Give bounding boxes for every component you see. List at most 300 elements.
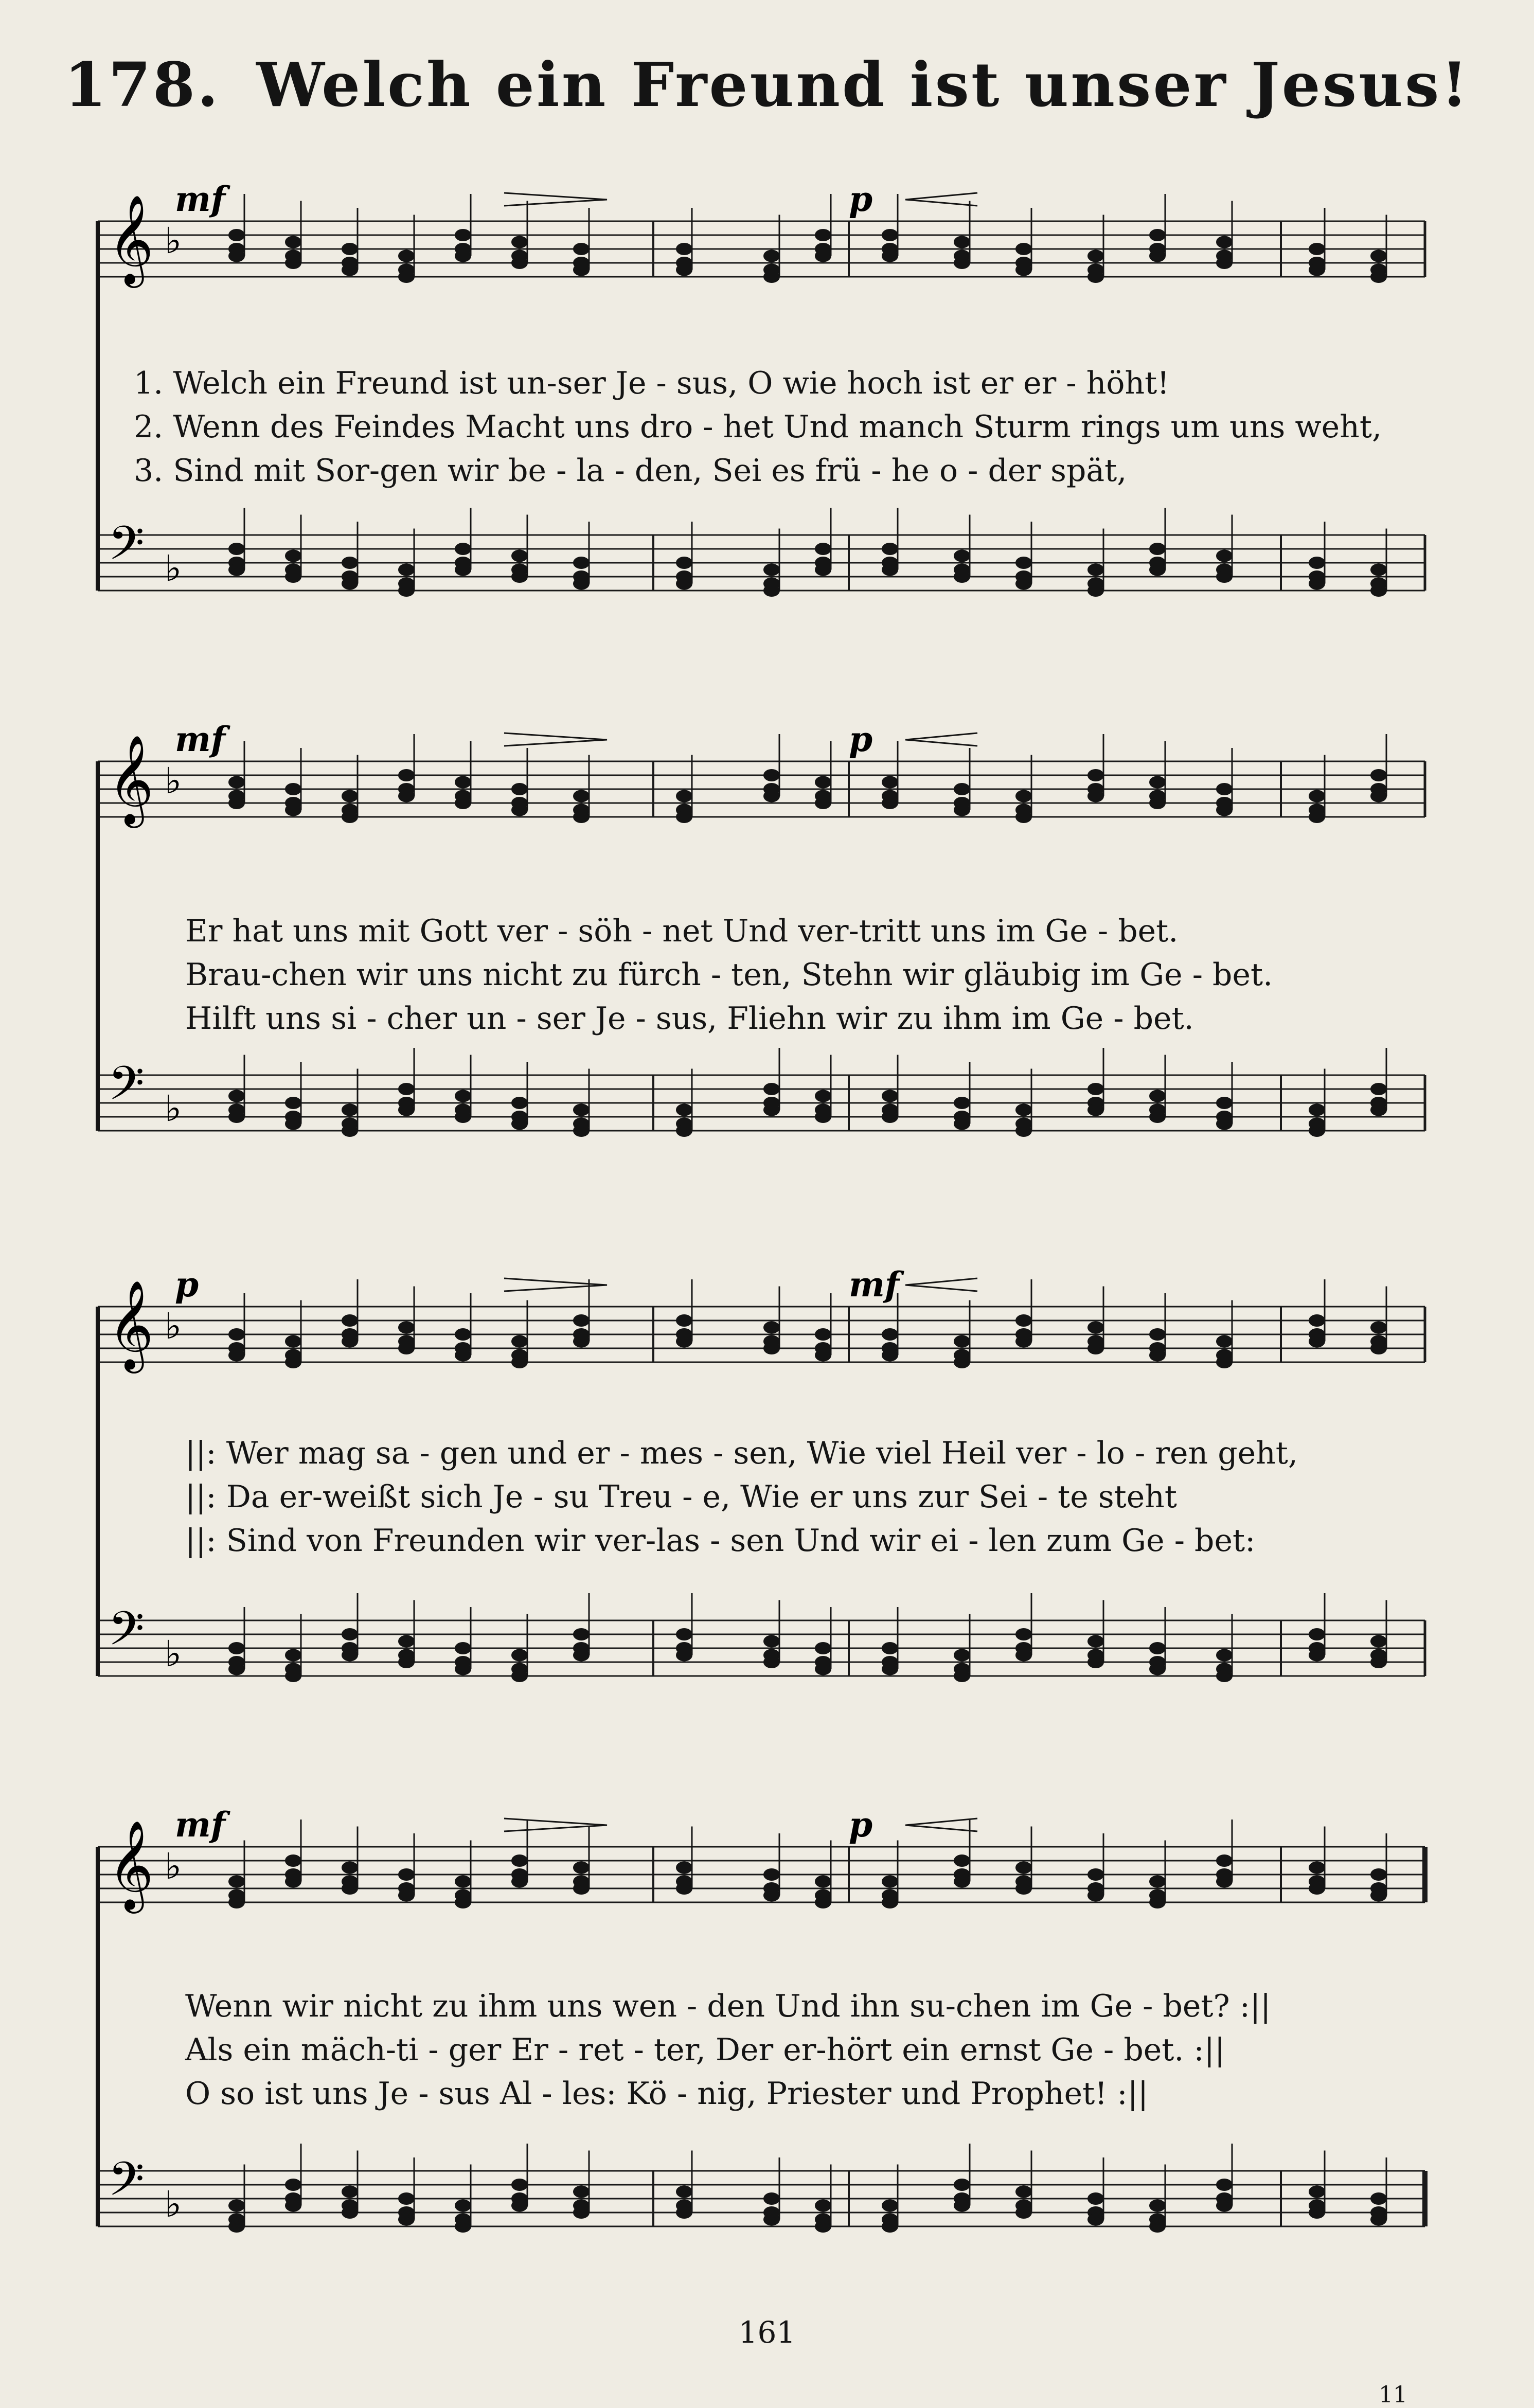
notehead-icon (228, 1876, 245, 1888)
treble-clef-icon: 𝄞 (108, 1280, 154, 1370)
notehead-icon (1087, 584, 1104, 597)
notehead-icon (511, 1097, 528, 1109)
notehead-icon (882, 1876, 898, 1888)
notehead-icon (1149, 229, 1166, 241)
notehead-icon (1149, 564, 1166, 576)
notehead-icon (1015, 2186, 1032, 2198)
notehead-icon (342, 811, 358, 823)
notehead-icon (1087, 2192, 1104, 2205)
notehead-icon (1015, 578, 1032, 590)
notehead-icon (954, 1118, 970, 1130)
notehead-icon (763, 271, 780, 283)
notehead-icon (676, 790, 692, 802)
notehead-icon (1087, 1322, 1104, 1334)
notehead-icon (398, 1635, 415, 1648)
notehead-icon (1015, 264, 1032, 276)
decrescendo-hairpin (504, 1278, 607, 1291)
crescendo-hairpin (905, 733, 977, 746)
dynamic-marking: p (175, 1264, 199, 1305)
notehead-icon (398, 1104, 415, 1116)
notehead-icon (1370, 271, 1387, 283)
notehead-icon (882, 1111, 898, 1123)
notehead-icon (455, 229, 471, 241)
notehead-icon (285, 1356, 301, 1368)
notehead-icon (1015, 811, 1032, 823)
notehead-icon (1370, 1656, 1387, 1668)
notehead-icon (342, 1125, 358, 1137)
notehead-icon (954, 1854, 970, 1867)
notehead-icon (1216, 2179, 1233, 2191)
notehead-icon (573, 557, 590, 569)
notehead-icon (815, 1090, 831, 1102)
notehead-icon (763, 1889, 780, 1902)
music-system-4 (0, 1800, 1534, 2289)
notehead-icon (815, 1349, 831, 1362)
flat-icon: ♭ (165, 2183, 182, 2225)
notehead-icon (954, 1356, 970, 1368)
notehead-icon (455, 564, 471, 576)
notehead-icon (954, 550, 970, 562)
verse-line-2: Als ein mäch-ti - ger Er - ret - ter, Der er-hört ein ernst Ge - bet. :|| (185, 2032, 1225, 2068)
notehead-icon (398, 1656, 415, 1668)
verse-line-3: ||: Sind von Freunden wir ver-las - sen Und wir ei - len zum Ge - bet: (185, 1523, 1256, 1559)
notehead-icon (511, 1876, 528, 1888)
notehead-icon (342, 2206, 358, 2219)
notehead-icon (1370, 1342, 1387, 1354)
notehead-icon (398, 1083, 415, 1095)
notehead-icon (1216, 1335, 1233, 1348)
notehead-icon (573, 2206, 590, 2219)
notehead-icon (1216, 236, 1233, 248)
notehead-icon (398, 2214, 415, 2226)
notehead-icon (573, 1882, 590, 1895)
notehead-icon (398, 1889, 415, 1902)
notehead-icon (815, 2200, 831, 2212)
notehead-icon (398, 2192, 415, 2205)
notehead-icon (573, 1104, 590, 1116)
flat-icon: ♭ (165, 1305, 182, 1347)
notehead-icon (1216, 570, 1233, 583)
notehead-icon (342, 1882, 358, 1895)
notehead-icon (1309, 1335, 1325, 1348)
notehead-icon (815, 229, 831, 241)
notehead-icon (1015, 1862, 1032, 1874)
notehead-icon (882, 2220, 898, 2233)
notehead-icon (228, 1642, 245, 1654)
notehead-icon (882, 1349, 898, 1362)
notehead-icon (285, 1118, 301, 1130)
notehead-icon (398, 564, 415, 576)
notehead-icon (342, 578, 358, 590)
verse-line-2: 2. Wenn des Feindes Macht uns dro - het Und manch Sturm rings um uns weht, (134, 409, 1382, 445)
flat-icon: ♭ (165, 1633, 182, 1675)
verse-line-1: Er hat uns mit Gott ver - söh - net Und ver-tritt uns im Ge - bet. (185, 913, 1179, 949)
notehead-icon (398, 1322, 415, 1334)
notehead-icon (398, 1342, 415, 1354)
notehead-icon (1087, 2214, 1104, 2226)
crescendo-hairpin (905, 1278, 977, 1291)
music-system-2 (0, 715, 1534, 1178)
notehead-icon (1015, 1649, 1032, 1662)
notehead-icon (573, 578, 590, 590)
notehead-icon (1216, 1854, 1233, 1867)
notehead-icon (1015, 1882, 1032, 1895)
notehead-icon (285, 236, 301, 248)
notehead-icon (1370, 1868, 1387, 1881)
notehead-icon (573, 790, 590, 802)
crescendo-hairpin (905, 193, 977, 206)
dynamic-marking: mf (849, 1264, 900, 1305)
notehead-icon (1149, 2220, 1166, 2233)
notehead-icon (511, 1649, 528, 1662)
notehead-icon (285, 1854, 301, 1867)
notehead-icon (815, 1111, 831, 1123)
notehead-icon (954, 783, 970, 795)
notehead-icon (455, 1896, 471, 1908)
notehead-icon (285, 804, 301, 816)
notehead-icon (573, 1628, 590, 1640)
verse-line-2: ||: Da er-weißt sich Je - su Treu - e, Wie er uns zur Sei - te steht (185, 1479, 1178, 1515)
notehead-icon (676, 2206, 692, 2219)
notehead-icon (1087, 1342, 1104, 1354)
dynamic-marking: p (849, 1805, 873, 1845)
notehead-icon (1309, 1628, 1325, 1640)
notehead-icon (954, 236, 970, 248)
notehead-icon (228, 564, 245, 576)
notehead-icon (1309, 2186, 1325, 2198)
notehead-icon (1015, 1628, 1032, 1640)
notehead-icon (1149, 1876, 1166, 1888)
notehead-icon (455, 1349, 471, 1362)
notehead-icon (882, 2200, 898, 2212)
notehead-icon (1216, 783, 1233, 795)
notehead-icon (815, 1663, 831, 1675)
notehead-icon (455, 543, 471, 555)
notehead-icon (815, 776, 831, 789)
notehead-icon (285, 1876, 301, 1888)
notehead-icon (285, 550, 301, 562)
notehead-icon (954, 1876, 970, 1888)
notehead-icon (285, 2179, 301, 2191)
notehead-icon (1087, 1868, 1104, 1881)
notehead-icon (1087, 1889, 1104, 1902)
notehead-icon (676, 1882, 692, 1895)
notehead-icon (398, 250, 415, 262)
treble-clef-icon: 𝄞 (108, 194, 154, 284)
notehead-icon (228, 776, 245, 789)
notehead-icon (342, 1314, 358, 1327)
notehead-icon (228, 229, 245, 241)
notehead-icon (573, 811, 590, 823)
verse-line-2: Brau-chen wir uns nicht zu fürch - ten, Stehn wir gläubig im Ge - bet. (185, 957, 1273, 993)
dynamic-marking: p (849, 719, 873, 759)
notehead-icon (954, 1670, 970, 1682)
notehead-icon (882, 776, 898, 789)
notehead-icon (954, 2179, 970, 2191)
notehead-icon (1015, 243, 1032, 255)
notehead-icon (455, 2200, 471, 2212)
notehead-icon (228, 250, 245, 262)
notehead-icon (815, 1896, 831, 1908)
notehead-icon (882, 1328, 898, 1341)
notehead-icon (676, 264, 692, 276)
notehead-icon (1216, 1670, 1233, 1682)
notehead-icon (1309, 578, 1325, 590)
notehead-icon (1216, 1118, 1233, 1130)
notehead-icon (511, 236, 528, 248)
notehead-icon (573, 2186, 590, 2198)
notehead-icon (511, 257, 528, 269)
notehead-icon (228, 1090, 245, 1102)
notehead-icon (228, 1896, 245, 1908)
notehead-icon (763, 1322, 780, 1334)
notehead-icon (342, 1862, 358, 1874)
notehead-icon (342, 243, 358, 255)
notehead-icon (676, 1335, 692, 1348)
notehead-icon (511, 1670, 528, 1682)
notehead-icon (285, 1097, 301, 1109)
verse-line-1: ||: Wer mag sa - gen und er - mes - sen, Wie viel Heil ver - lo - ren geht, (185, 1435, 1298, 1471)
notehead-icon (285, 570, 301, 583)
notehead-icon (1149, 250, 1166, 262)
flat-icon: ♭ (165, 547, 182, 590)
notehead-icon (882, 1642, 898, 1654)
hymn-title-text: Welch ein Freund ist unser Jesus! (256, 49, 1470, 120)
notehead-icon (1149, 1111, 1166, 1123)
hymn-number: 178. (64, 49, 221, 120)
notehead-icon (455, 1642, 471, 1654)
notehead-icon (1309, 811, 1325, 823)
notehead-icon (1015, 1335, 1032, 1348)
notehead-icon (398, 271, 415, 283)
notehead-icon (511, 550, 528, 562)
notehead-icon (676, 1104, 692, 1116)
notehead-icon (1309, 1314, 1325, 1327)
notehead-icon (1370, 1322, 1387, 1334)
notehead-icon (763, 769, 780, 781)
page-number: 161 (738, 2315, 796, 2350)
notehead-icon (1149, 1896, 1166, 1908)
notehead-icon (1216, 804, 1233, 816)
dynamic-marking: mf (175, 179, 226, 219)
notehead-icon (1216, 1649, 1233, 1662)
notehead-icon (1087, 564, 1104, 576)
notehead-icon (1370, 2192, 1387, 2205)
notehead-icon (398, 769, 415, 781)
notehead-icon (1149, 1090, 1166, 1102)
notehead-icon (573, 1314, 590, 1327)
notehead-icon (1149, 1328, 1166, 1341)
notehead-icon (1309, 790, 1325, 802)
notehead-icon (763, 1104, 780, 1116)
notehead-icon (763, 790, 780, 802)
decrescendo-hairpin (504, 733, 607, 746)
notehead-icon (676, 1862, 692, 1874)
bass-clef-icon: 𝄢 (108, 1601, 145, 1667)
notehead-icon (1087, 790, 1104, 802)
notehead-icon (1015, 557, 1032, 569)
notehead-icon (228, 2220, 245, 2233)
notehead-icon (1087, 1104, 1104, 1116)
notehead-icon (1370, 2214, 1387, 2226)
notehead-icon (1309, 264, 1325, 276)
notehead-icon (455, 1090, 471, 1102)
notehead-icon (455, 797, 471, 809)
notehead-icon (1309, 1125, 1325, 1137)
flat-icon: ♭ (165, 1087, 182, 1130)
notehead-icon (763, 1342, 780, 1354)
treble-clef-icon: 𝄞 (108, 1820, 154, 1910)
notehead-icon (511, 570, 528, 583)
notehead-icon (1149, 1663, 1166, 1675)
notehead-icon (882, 250, 898, 262)
notehead-icon (954, 2200, 970, 2212)
notehead-icon (1370, 584, 1387, 597)
notehead-icon (676, 1628, 692, 1640)
notehead-icon (763, 250, 780, 262)
notehead-icon (763, 1868, 780, 1881)
notehead-icon (815, 1328, 831, 1341)
notehead-icon (285, 2200, 301, 2212)
notehead-icon (954, 257, 970, 269)
notehead-icon (1216, 2200, 1233, 2212)
notehead-icon (763, 1635, 780, 1648)
flat-icon: ♭ (165, 1845, 182, 1887)
notehead-icon (1149, 2200, 1166, 2212)
notehead-icon (882, 564, 898, 576)
notehead-icon (342, 557, 358, 569)
flat-icon: ♭ (165, 760, 182, 802)
notehead-icon (1015, 1104, 1032, 1116)
verse-line-3: 3. Sind mit Sor-gen wir be - la - den, Sei es frü - he o - der spät, (134, 453, 1127, 489)
notehead-icon (882, 1896, 898, 1908)
hymn-title (0, 49, 1534, 120)
dynamic-marking: p (849, 179, 873, 219)
notehead-icon (511, 1854, 528, 1867)
notehead-icon (815, 797, 831, 809)
notehead-icon (511, 1335, 528, 1348)
notehead-icon (1087, 769, 1104, 781)
notehead-icon (511, 2200, 528, 2212)
notehead-icon (954, 1335, 970, 1348)
notehead-icon (882, 797, 898, 809)
notehead-icon (815, 250, 831, 262)
notehead-icon (1216, 1097, 1233, 1109)
notehead-icon (1015, 1125, 1032, 1137)
notehead-icon (285, 1335, 301, 1348)
notehead-icon (1370, 1635, 1387, 1648)
verse-line-3: O so ist uns Je - sus Al - les: Kö - nig, Priester und Prophet! :|| (185, 2076, 1149, 2112)
notehead-icon (228, 1328, 245, 1341)
notehead-icon (285, 783, 301, 795)
notehead-icon (1309, 1649, 1325, 1662)
notehead-icon (342, 264, 358, 276)
notehead-icon (1087, 1635, 1104, 1648)
verse-line-3: Hilft uns si - cher un - ser Je - sus, Fliehn wir zu ihm im Ge - bet. (185, 1001, 1194, 1037)
notehead-icon (398, 584, 415, 597)
notehead-icon (511, 783, 528, 795)
notehead-icon (1216, 257, 1233, 269)
notehead-icon (511, 1118, 528, 1130)
bass-clef-icon: 𝄢 (108, 515, 145, 582)
dynamic-marking: mf (175, 719, 226, 759)
notehead-icon (573, 1335, 590, 1348)
decrescendo-hairpin (504, 1818, 607, 1831)
notehead-icon (1216, 1876, 1233, 1888)
notehead-icon (1216, 1356, 1233, 1368)
corner-mark: 11 (1379, 2382, 1407, 2408)
notehead-icon (511, 2179, 528, 2191)
notehead-icon (342, 2186, 358, 2198)
notehead-icon (342, 1335, 358, 1348)
bass-clef-icon: 𝄢 (108, 2151, 145, 2218)
verse-line-1: Wenn wir nicht zu ihm uns wen - den Und ihn su-chen im Ge - bet? :|| (185, 1988, 1271, 2024)
notehead-icon (455, 1328, 471, 1341)
notehead-icon (573, 264, 590, 276)
notehead-icon (455, 2220, 471, 2233)
notehead-icon (285, 257, 301, 269)
notehead-icon (1370, 1889, 1387, 1902)
notehead-icon (676, 1649, 692, 1662)
notehead-icon (815, 2220, 831, 2233)
notehead-icon (815, 1642, 831, 1654)
notehead-icon (676, 2186, 692, 2198)
notehead-icon (763, 1083, 780, 1095)
notehead-icon (342, 1649, 358, 1662)
notehead-icon (342, 1628, 358, 1640)
notehead-icon (573, 1125, 590, 1137)
notehead-icon (1087, 1083, 1104, 1095)
notehead-icon (455, 250, 471, 262)
notehead-icon (455, 1663, 471, 1675)
notehead-icon (1370, 564, 1387, 576)
flat-icon: ♭ (165, 220, 182, 262)
notehead-icon (676, 811, 692, 823)
notehead-icon (342, 1104, 358, 1116)
notehead-icon (882, 229, 898, 241)
notehead-icon (1370, 1083, 1387, 1095)
notehead-icon (1149, 797, 1166, 809)
notehead-icon (511, 1356, 528, 1368)
notehead-icon (455, 776, 471, 789)
decrescendo-hairpin (504, 193, 607, 206)
dynamic-marking: mf (175, 1805, 226, 1845)
notehead-icon (1370, 769, 1387, 781)
notehead-icon (573, 1862, 590, 1874)
notehead-icon (1309, 243, 1325, 255)
bass-clef-icon: 𝄢 (108, 1056, 145, 1122)
notehead-icon (1015, 1314, 1032, 1327)
notehead-icon (511, 804, 528, 816)
notehead-icon (954, 804, 970, 816)
notehead-icon (1087, 1656, 1104, 1668)
notehead-icon (455, 1111, 471, 1123)
notehead-icon (882, 543, 898, 555)
notehead-icon (763, 564, 780, 576)
music-system-1 (0, 175, 1534, 638)
notehead-icon (676, 578, 692, 590)
notehead-icon (954, 1097, 970, 1109)
crescendo-hairpin (905, 1818, 977, 1831)
verse-line-1: 1. Welch ein Freund ist un-ser Je - sus, O wie hoch ist er er - höht! (134, 365, 1170, 401)
notehead-icon (763, 1656, 780, 1668)
notehead-icon (1309, 2206, 1325, 2219)
notehead-icon (1149, 1349, 1166, 1362)
notehead-icon (1149, 776, 1166, 789)
notehead-icon (1149, 1642, 1166, 1654)
notehead-icon (1087, 250, 1104, 262)
notehead-icon (1015, 2206, 1032, 2219)
